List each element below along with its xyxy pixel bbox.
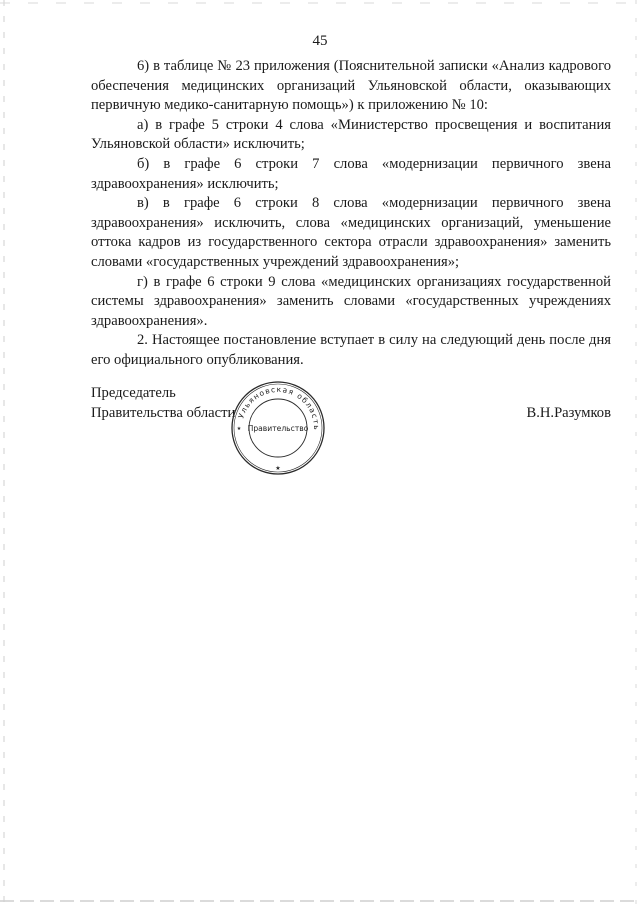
seal-star-left-icon: ★ bbox=[236, 426, 242, 432]
paragraph-subitem-a: а) в графе 5 строки 4 слова «Министерство просвещения и воспитания Ульяновской области» исключить; bbox=[91, 116, 611, 153]
paragraph-effective-date: 2. Настоящее постановление вступает в силу на следующий день после дня его официального опубликования. bbox=[91, 332, 611, 368]
paragraph-subitem-g: г) в графе 6 строки 9 слова «медицинских организациях государственной системы здравоохранения» заменить словами «государственных учреждениях здравоохранения». bbox=[91, 273, 611, 329]
signatory-title-line2: Правительства области bbox=[91, 405, 236, 421]
seal-ring-text: Ульяновская область bbox=[236, 384, 322, 431]
signatory-name: В.Н.Разумков bbox=[526, 405, 611, 421]
page-number: 45 bbox=[312, 33, 328, 49]
official-seal bbox=[230, 380, 326, 476]
document-body bbox=[91, 57, 611, 371]
seal-star-bottom-icon: ★ bbox=[275, 465, 281, 472]
paragraph-item-6: 6) в таблице № 23 приложения (Пояснительной записки «Анализ кадрового обеспечения медицинских организаций Ульяновской области, оказывающих первичную медико-санитарную помощь») к приложению № 10: bbox=[91, 58, 611, 114]
paragraph-subitem-b: б) в графе 6 строки 7 слова «модернизации первичного звена здравоохранения» исключить; bbox=[91, 155, 611, 192]
seal-center-text: Правительство bbox=[247, 424, 309, 433]
signatory-title-line1: Председатель bbox=[91, 385, 176, 401]
paragraph-subitem-v: в) в графе 6 строки 8 слова «модернизации первичного звена здравоохранения» исключить, слова «медицинских организаций, уменьшение оттока кадров из государственного сектора отрасли здравоохранения» заменить словами «государственных учреждений здравоохранения»; bbox=[91, 195, 611, 270]
